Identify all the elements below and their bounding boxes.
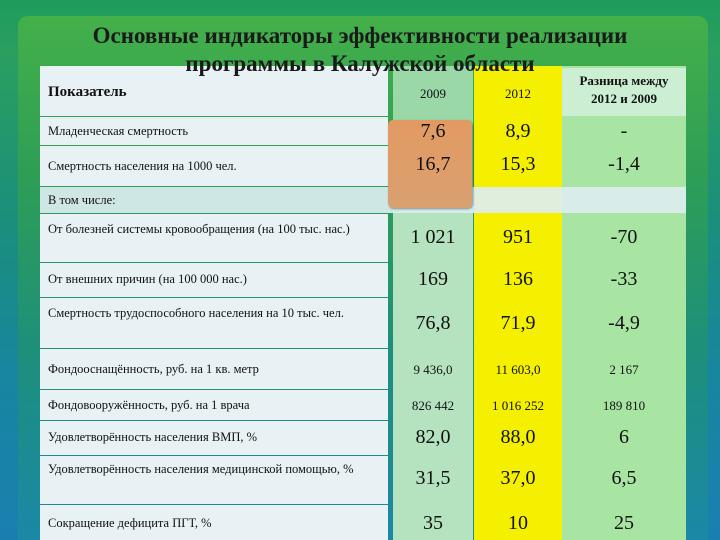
value-diff: -33 [610,268,638,290]
row-label: От внешних причин (на 100 000 нас.) [48,272,247,286]
value-diff: -4,9 [608,312,640,334]
row-band [40,187,686,213]
header-diff: Разница между 2012 и 2009 [579,73,669,106]
row-label: Удовлетворённость населения ВМП, % [48,430,258,444]
value-2009: 35 [423,512,443,534]
value-diff: 189 810 [602,398,646,413]
row-label: Младенческая смертность [48,124,189,138]
value-2012: 951 [503,226,533,248]
header-2012: 2012 [505,86,531,101]
value-diff: -70 [610,226,638,248]
value-2009: 31,5 [415,467,451,489]
row-label: Фондооснащённость, руб. на 1 кв. метр [48,362,259,376]
header-indicator: Показатель [48,84,127,100]
value-2009: 82,0 [415,426,451,448]
value-2009: 9 436,0 [413,362,453,377]
row-label: От болезней системы кровообращения (на 100 тыс. нас.) [48,222,350,236]
value-diff: 6,5 [611,467,637,489]
value-2009: 1 021 [410,226,456,248]
value-2012: 11 603,0 [495,362,541,377]
value-2012: 88,0 [500,426,536,448]
value-2012: 8,9 [505,120,531,142]
value-diff: 25 [614,512,634,534]
value-2009: 7,6 [420,120,446,142]
row-label: В том числе: [48,193,116,207]
slide-title: Основные индикаторы эффективности реализации программы в Калужской области [92,23,628,76]
value-2012: 136 [503,268,533,290]
value-2009: 826 442 [411,398,455,413]
value-2009: 169 [418,268,448,290]
value-2012: 15,3 [500,153,536,175]
value-2012: 10 [508,512,528,534]
value-diff: 2 167 [609,362,639,377]
value-2012: 71,9 [500,312,536,334]
value-diff: -1,4 [608,153,640,175]
row-label: Фондовооружённость, руб. на 1 врача [48,398,250,412]
row-label: Смертность населения на 1000 чел. [48,159,237,173]
value-diff: 6 [619,426,629,448]
row-label: Сокращение дефицита ПГТ, % [48,516,212,530]
row-label: Смертность трудоспособного населения на 10 тыс. чел. [48,306,344,320]
value-2009: 16,7 [415,153,451,175]
value-diff: - [620,120,628,142]
row-label: Удовлетворённость населения медицинской помощью, % [48,462,354,476]
value-2012: 1 016 252 [492,398,544,413]
header-2009: 2009 [420,86,446,101]
value-2009: 76,8 [415,312,451,334]
value-2012: 37,0 [500,467,536,489]
